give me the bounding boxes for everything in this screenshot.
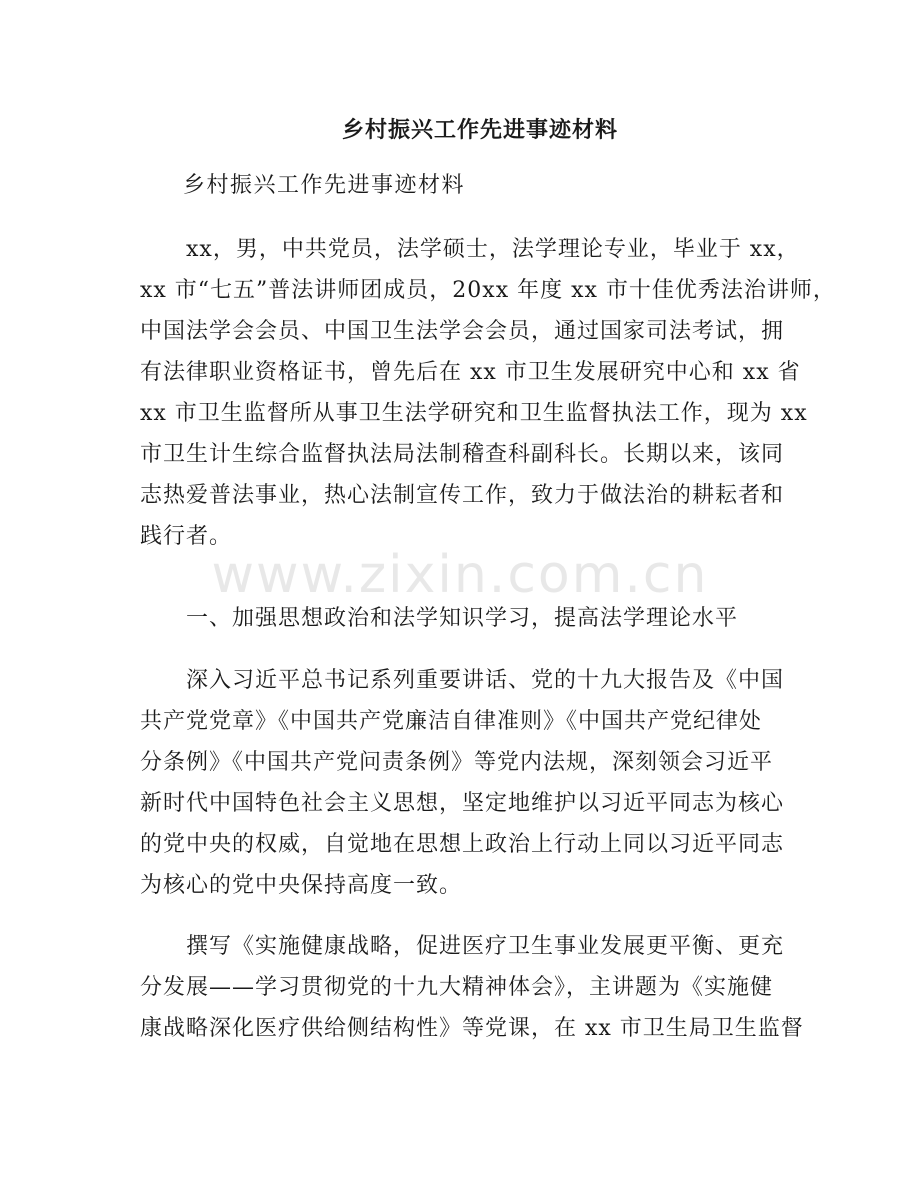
paragraph-line: xx 市卫生监督所从事卫生法学研究和卫生监督执法工作，现为 xx: [140, 401, 808, 426]
paragraph-line: xx，男，中共党员，法学硕士，法学理论专业，毕业于 xx，: [140, 237, 800, 262]
paragraph-line: 为核心的党中央保持高度一致。: [140, 873, 463, 898]
paragraph-line: 市卫生计生综合监督执法局法制稽查科副科长。长期以来，该同: [140, 442, 785, 467]
paragraph-2: [140, 660, 785, 906]
paragraph-line: 深入习近平总书记系列重要讲话、党的十九大报告及《中国: [140, 668, 785, 693]
paragraph-line: 分发展——学习贯彻党的十九大精神体会》，主讲题为《实施健: [140, 975, 774, 1000]
watermark-text: www.zixin.com.cn: [211, 545, 709, 605]
paragraph-line: 分条例》《中国共产党问责条例》等党内法规，深刻领会习近平: [140, 750, 774, 775]
paragraph-line: 新时代中国特色社会主义思想，坚定地维护以习近平同志为核心: [140, 791, 785, 816]
paragraph-3: [140, 926, 804, 1049]
document-title: 乡村振兴工作先进事迹材料: [341, 117, 618, 143]
paragraph-line: 康战略深化医疗供给侧结构性》等党课，在 xx 市卫生局卫生监督: [140, 1016, 804, 1041]
paragraph-line: xx 市“七五”普法讲师团成员，20xx 年度 xx 市十佳优秀法治讲师，: [140, 278, 836, 303]
paragraph-line: 有法律职业资格证书，曾先后在 xx 市卫生发展研究中心和 xx 省: [140, 360, 801, 385]
paragraph-line: 共产党党章》《中国共产党廉洁自律准则》《中国共产党纪律处: [140, 709, 763, 734]
paragraph-1: [140, 229, 836, 557]
paragraph-line: 践行者。: [140, 524, 233, 549]
paragraph-line: 撰写《实施健康战略，促进医疗卫生事业发展更平衡、更充: [140, 934, 785, 959]
paragraph-line: 的党中央的权威，自觉地在思想上政治上行动上同以习近平同志: [140, 832, 785, 857]
paragraph-line: 志热爱普法事业，热心法制宣传工作，致力于做法治的耕耘者和: [140, 483, 785, 508]
heading-line: 一、加强思想政治和法学知识学习，提高法学理论水平: [140, 606, 739, 631]
paragraph-line: 中国法学会会员、中国卫生法学会会员，通过国家司法考试，拥: [140, 319, 785, 344]
document-subtitle: 乡村振兴工作先进事迹材料: [183, 173, 466, 198]
section-heading-1: [140, 598, 780, 639]
